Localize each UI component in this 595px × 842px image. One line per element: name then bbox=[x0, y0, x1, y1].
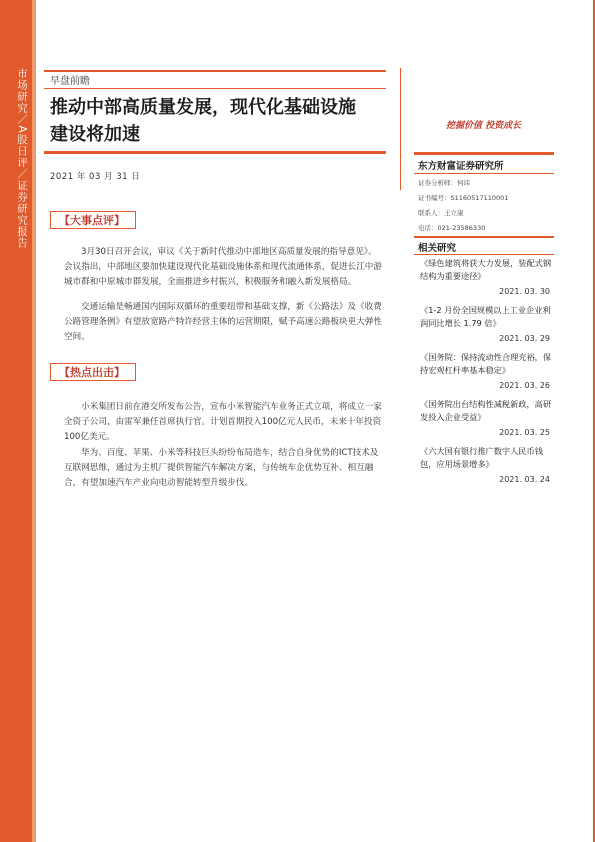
related-item[interactable]: 《国务院出台结构性减税新政，高研发投入企业受益》 bbox=[420, 399, 552, 422]
breadcrumb-divider bbox=[44, 88, 386, 89]
related-divider bbox=[414, 254, 554, 255]
breadcrumb: 早盘前瞻 bbox=[50, 76, 90, 87]
related-item[interactable]: 《六大国有银行推广数字人民币钱包，应用场景增多》 bbox=[420, 446, 543, 469]
paragraph: 3月30日召开会议，审议《关于新时代推动中部地区高质量发展的指导意见》。会议指出，中部地区要加快建设现代化基础设施体系和现代流通体系，促进长江中游城市群和中原城市群发展，全面推进乡村振兴，积极服务和融入新发展格局。 bbox=[64, 247, 382, 287]
paragraph: 交通运输是畅通国内国际双循环的重要纽带和基础支撑，新《公路法》及《收费公路管理条例》有望放宽路产特许经营主体的运营期限，赋予高速公路板块更大弹性空间。 bbox=[64, 302, 382, 342]
sidebar-band bbox=[0, 0, 36, 842]
firm-divider bbox=[414, 173, 554, 174]
related-item[interactable]: 《国务院：保持流动性合理充裕，保持宏观杠杆率基本稳定》 bbox=[420, 352, 552, 375]
related-date: 2021. 03. 24 bbox=[499, 475, 550, 484]
firm-name: 东方财富证券研究所 bbox=[418, 161, 504, 172]
paragraph: 华为、百度、苹果、小米等科技巨头纷纷布局造车，结合自身优势的ICT技术及互联网思维，通过为主机厂提供智能汽车解决方案，与传统车企优势互补、相互融合，有望加速汽车产业向电动智能转型升级步伐。 bbox=[64, 448, 379, 488]
slogan: 挖掘价值 投资成长 bbox=[446, 121, 522, 131]
report-date: 2021 年 03 月 31 日 bbox=[50, 172, 141, 182]
top-rule bbox=[44, 70, 386, 72]
cert-info: 证书编号：S1160517110001 bbox=[418, 194, 509, 202]
contact-info: 联系人：王立康 bbox=[418, 209, 464, 217]
sidebar-stripe bbox=[32, 0, 36, 842]
title-underline bbox=[44, 151, 386, 154]
section-heading-hot-topics: 【热点出击】 bbox=[50, 363, 136, 381]
section-heading-major-events: 【大事点评】 bbox=[50, 211, 136, 229]
related-date: 2021. 03. 30 bbox=[499, 287, 550, 296]
title-line-1: 推动中部高质量发展，现代化基础设施 bbox=[50, 97, 356, 118]
related-date: 2021. 03. 26 bbox=[499, 381, 550, 390]
page-title bbox=[50, 94, 390, 148]
related-title: 相关研究 bbox=[418, 243, 457, 254]
sidebar-label: 市场研究／A股日评／证券研究报告 bbox=[16, 68, 28, 249]
related-date: 2021. 03. 29 bbox=[499, 334, 550, 343]
title-line-2: 建设将加速 bbox=[50, 124, 140, 145]
related-date: 2021. 03. 25 bbox=[499, 428, 550, 437]
related-item[interactable]: 《1-2 月份全国规模以上工业企业利润同比增长 1.79 倍》 bbox=[420, 305, 551, 328]
vertical-divider bbox=[400, 68, 401, 190]
related-header-bar bbox=[414, 236, 554, 238]
related-item[interactable]: 《绿色建筑将获大力发展，装配式钢结构为重要途径》 bbox=[420, 258, 552, 281]
paragraph: 小米集团日前在港交所发布公告，宣布小米智能汽车业务正式立项，将成立一家全资子公司，由雷军兼任首席执行官。计划首期投入100亿元人民币，未来十年投资100亿美元。 bbox=[64, 402, 382, 442]
analyst-info: 证券分析师：何玮 bbox=[418, 179, 470, 187]
firm-header-bar bbox=[414, 152, 554, 155]
phone-info: 电话：021-23586330 bbox=[418, 224, 486, 232]
